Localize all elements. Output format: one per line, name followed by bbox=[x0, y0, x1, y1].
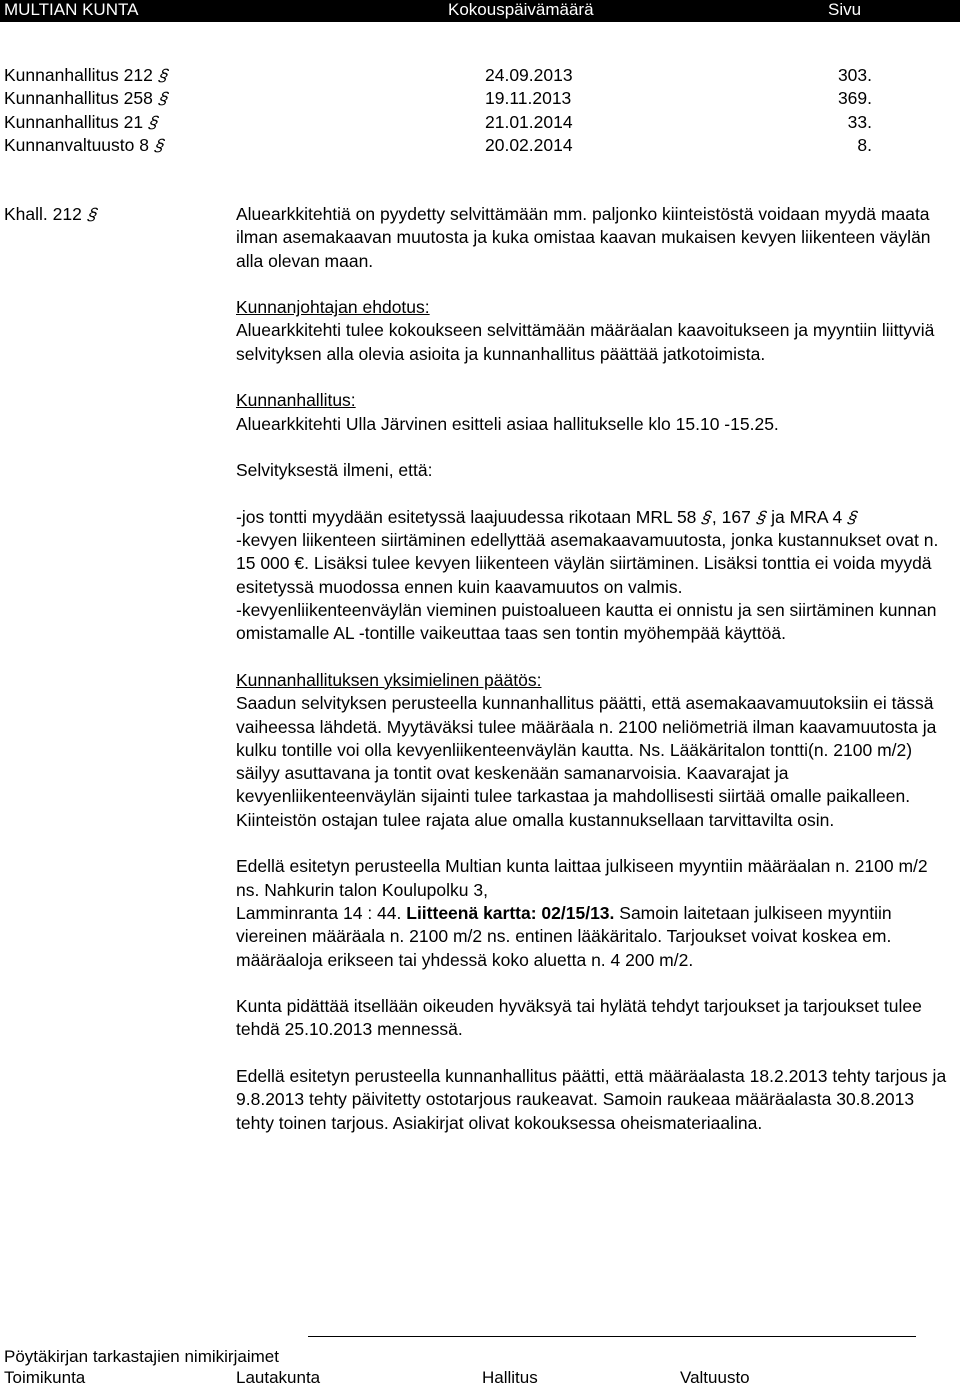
rights-paragraph: Kunta pidättää itsellään oikeuden hyväksyä tai hylätä tehdyt tarjoukset ja tarjoukset tulee tehdä 25.10.2013 mennessä. bbox=[236, 996, 922, 1040]
section-sign: § bbox=[145, 112, 163, 132]
final-paragraph: Edellä esitetyn perusteella kunnanhallitus päätti, että määräalasta 18.2.2013 tehty tarjous ja 9.8.2013 tehty päivitetty ostotarjous raukeavat. Samoin raukeaa määräalasta 30.8.2013 tehty toinen tarjous. Asiakirjat olivat kokouksessa oheismateriaalina. bbox=[236, 1065, 947, 1133]
proposal-paragraph: Aluearkkitehti tulee kokoukseen selvittämään määräalan kaavoitukseen ja myyntiin liittyviä selvityksen alla olevia asioita ja kunnanhallitus päättää jatkotoimista. bbox=[236, 320, 935, 364]
reference-list bbox=[4, 64, 944, 157]
attachment-reference: Liitteenä kartta: 02/15/13. bbox=[406, 902, 615, 923]
reference-name: Kunnanhallitus 258 bbox=[4, 88, 153, 109]
reference-page: 369. bbox=[837, 88, 872, 109]
section-sign: § bbox=[151, 135, 168, 155]
signature-label: Pöytäkirjan tarkastajien nimikirjaimet bbox=[4, 1347, 279, 1366]
footer-columns bbox=[0, 1366, 960, 1385]
reference-page: 33. bbox=[847, 111, 872, 132]
finding-text: . Lisäksi tulee kevyen liikenteen väylän siirtäminen. Lisäksi tonttia ei voida myydä esitetyssä muodossa ennen kuin kaavamuutos on valmis. bbox=[236, 553, 932, 597]
municipality-name: MULTIAN KUNTA bbox=[4, 0, 139, 19]
finding-item bbox=[236, 506, 952, 529]
section-label-text: Khall. 212 bbox=[4, 204, 82, 224]
page-header bbox=[0, 0, 960, 22]
section-sign: § bbox=[844, 507, 862, 527]
footer-col-council: Valtuusto bbox=[680, 1368, 750, 1387]
finding-text: -kevyen liikenteen siirtäminen edellyttää asemakaavamuutosta, jonka kustannukset ovat n. 15 000 bbox=[236, 530, 939, 574]
reference-date: 24.09.2013 bbox=[485, 65, 573, 85]
meeting-date-label: Kokouspäivämäärä bbox=[448, 0, 594, 19]
signature-line bbox=[308, 1336, 916, 1337]
reference-row bbox=[4, 64, 944, 87]
section-sign: § bbox=[753, 507, 770, 527]
section-sign: § bbox=[84, 205, 101, 224]
reference-name: Kunnanvaltuusto 8 bbox=[4, 134, 149, 155]
reference-date: 19.11.2013 bbox=[485, 88, 572, 109]
intro-paragraph: Aluearkkitehtiä on pyydetty selvittämään mm. paljonko kiinteistöstä voidaan myydä maata ilman asemakaavan muutosta ja kuka omistaa kaavan mukaisen kevyen liikenteen väylän alla olevan maan. bbox=[236, 204, 931, 271]
finding-item: -kevyenliikenteenväylän vieminen puistoalueen kautta ei onnistu ja sen siirtäminen kunnan omistamalle AL -tontille vaikeuttaa taas sen tontin myöhempää käyttöä. bbox=[236, 600, 937, 644]
section-sign: § bbox=[699, 507, 716, 527]
reference-date: 20.02.2014 bbox=[485, 134, 573, 155]
footer-col-committee: Toimikunta bbox=[4, 1368, 86, 1387]
footer-col-board: Lautakunta bbox=[236, 1368, 321, 1387]
reference-page: 303. bbox=[837, 65, 872, 85]
sale-text: Lamminranta 14 : 44. bbox=[236, 902, 402, 923]
reference-row bbox=[4, 111, 944, 134]
decision-paragraph: Saadun selvityksen perusteella kunnanhallitus päätti, että asemakaavamuutoksiin ei tässä vaiheessa lähdetä. Myytäväksi tulee määräala n. 2100 neliömetriä ilman kaavamuutosta ja kulku tontille voi olla kevyenliikenteenväylän kautta. Ns. Lääkäritalon tontti(n. 2100 m/2) säilyy asuttavana ja tontit ovat keskenään samanarvoisia. Kaavarajat ja kevyenliikenteenväylän sijainti tulee tarkastaa ja mahdollisesti siirtää omalle paikalleen. Kiinteistön ostajan tulee rajata alue omalla kustannuksellaan tarvittavilta osin. bbox=[236, 693, 937, 830]
reference-page: 8. bbox=[857, 134, 872, 155]
findings-intro: Selvityksestä ilmeni, että: bbox=[236, 460, 433, 481]
minutes-body bbox=[236, 203, 952, 1135]
board-heading: Kunnanhallitus: bbox=[236, 390, 356, 411]
section-sign: § bbox=[155, 89, 172, 109]
section-sign: § bbox=[155, 66, 172, 85]
proposal-heading: Kunnanjohtajan ehdotus: bbox=[236, 297, 430, 318]
finding-text: , 167 bbox=[711, 506, 751, 527]
reference-row bbox=[4, 134, 944, 157]
sale-paragraph bbox=[236, 855, 952, 971]
sale-text: Edellä esitetyn perusteella Multian kunta laittaa julkiseen myyntiin määräalan n. 2100 m/2 ns. Nahkurin talon Koulupolku 3, bbox=[236, 856, 928, 900]
reference-row bbox=[4, 87, 944, 110]
decision-heading: Kunnanhallituksen yksimielinen päätös: bbox=[236, 669, 542, 690]
reference-name: Kunnanhallitus 212 bbox=[4, 65, 153, 85]
euro-sign: € bbox=[294, 553, 305, 574]
sale-text: Samoin laitetaan julkiseen myyntiin viereinen määräala n. 2100 m/2 ns. entinen lääkäritalo. Tarjoukset voivat koskea em. määräaloja erikseen tai yhdessä koko aluetta n. 4 200 m/2. bbox=[236, 902, 892, 970]
board-paragraph: Aluearkkitehti Ulla Järvinen esitteli asiaa hallitukselle klo 15.10 -15.25. bbox=[236, 413, 779, 434]
finding-item bbox=[236, 529, 952, 599]
finding-text: ja MRA 4 bbox=[771, 506, 843, 527]
page-label: Sivu bbox=[828, 0, 862, 19]
section-label bbox=[4, 203, 101, 226]
finding-text: -jos tontti myydään esitetyssä laajuudessa rikotaan MRL 58 bbox=[236, 506, 697, 527]
footer-col-government: Hallitus bbox=[482, 1368, 538, 1387]
reference-name: Kunnanhallitus 21 bbox=[4, 111, 144, 132]
reference-date: 21.01.2014 bbox=[485, 111, 573, 132]
